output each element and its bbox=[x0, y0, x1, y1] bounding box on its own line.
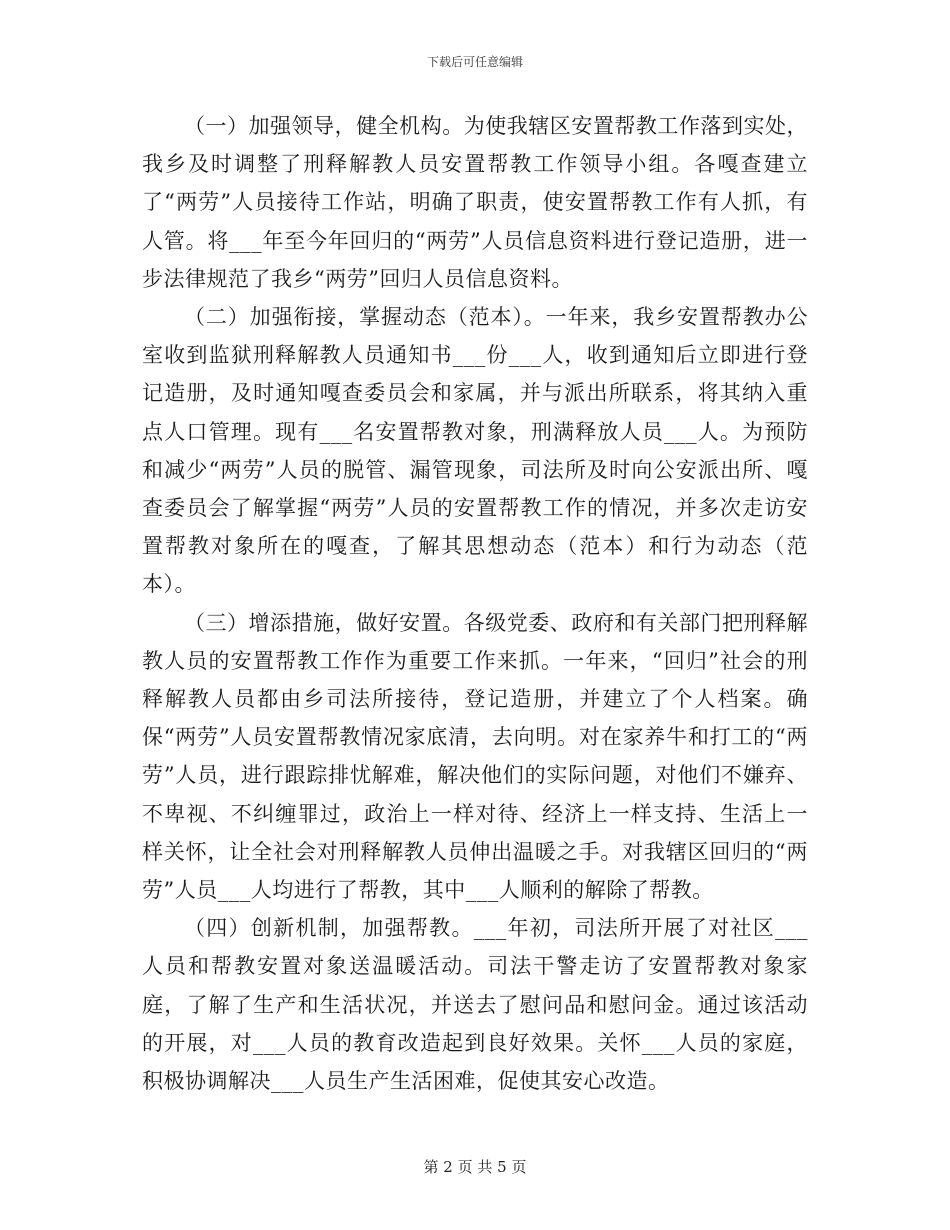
paragraph-1: （一）加强领导，健全机构。为使我辖区安置帮教工作落到实处，我乡及时调整了刑释解教人员安置帮教工作领导小组。各嘎查建立了“两劳”人员接待工作站，明确了职责，使安置帮教工作有人抓，有人管。将___年至今年回归的“两劳”人员信息资料进行登记造册，进一步法律规范了我乡“两劳”回归人员信息资料。 bbox=[142, 114, 808, 291]
paragraph-4: （四）创新机制，加强帮教。___年初，司法所开展了对社区___人员和帮教安置对象送温暖活动。司法干警走访了安置帮教对象家庭，了解了生产和生活状况，并送去了慰问品和慰问金。通过该活动的开展，对___人员的教育改造起到良好效果。关怀___人员的家庭，积极协调解决___人员生产生活困难，促使其安心改造。 bbox=[142, 916, 808, 1094]
page-footer: 第 2 页 共 5 页 bbox=[423, 1158, 527, 1176]
paragraph-3: （三）增添措施，做好安置。各级党委、政府和有关部门把刑释解教人员的安置帮教工作作为重要工作来抓。一年来，“回归”社会的刑释解教人员都由乡司法所接待，登记造册，并建立了个人档案。确保“两劳”人员安置帮教情况家底清，去向明。对在家养牛和打工的“两劳”人员，进行跟踪排忧解难，解决他们的实际问题，对他们不嫌弃、不卑视、不纠缠罪过，政治上一样对待、经济上一样支持、生活上一样关怀，让全社会对刑释解教人员伸出温暖之手。对我辖区回归的“两劳”人员___人均进行了帮教，其中___人顺利的解除了帮教。 bbox=[142, 610, 808, 903]
paragraph-2: （二）加强衔接，掌握动态（范本）。一年来，我乡安置帮教办公室收到监狱刑释解教人员通知书___份___人，收到通知后立即进行登记造册，及时通知嘎查委员会和家属，并与派出所联系，将其纳入重点人口管理。现有___名安置帮教对象，刑满释放人员___人。为预防和减少“两劳”人员的脱管、漏管现象，司法所及时向公安派出所、嘎查委员会了解掌握“两劳”人员的安置帮教工作的情况，并多次走访安置帮教对象所在的嘎查，了解其思想动态（范本）和行为动态（范本）。 bbox=[142, 305, 808, 597]
page-header: 下载后可任意编辑 bbox=[426, 55, 523, 69]
document-body bbox=[142, 107, 808, 1100]
